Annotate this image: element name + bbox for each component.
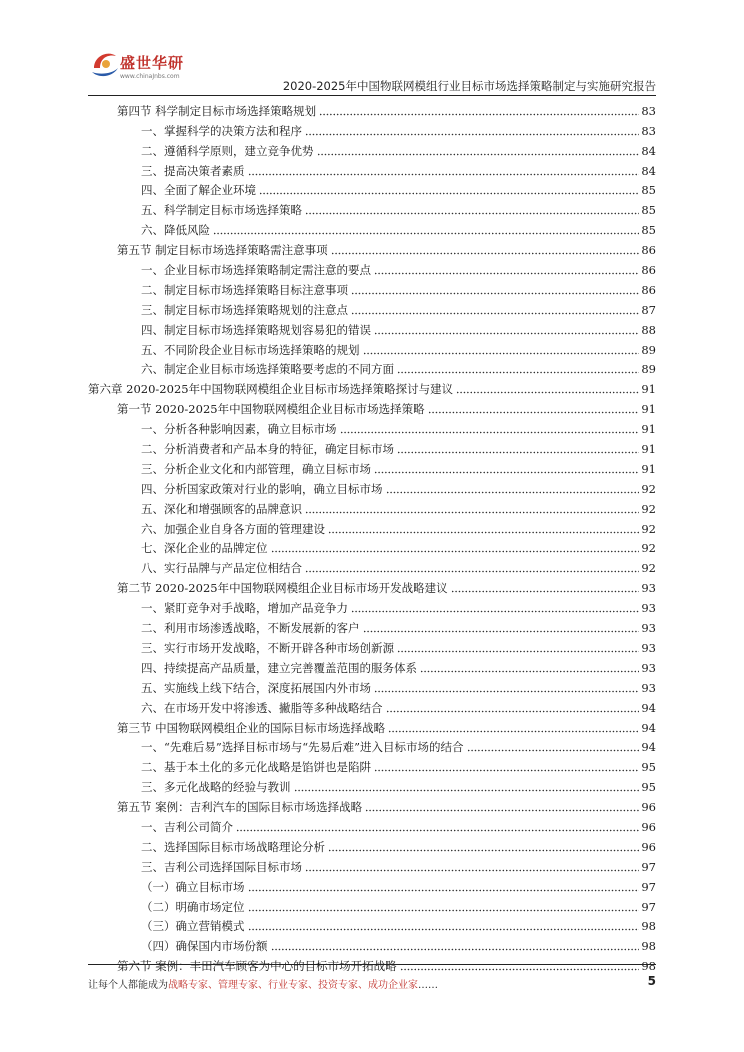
toc-entry[interactable]: [88, 396, 656, 416]
toc-entry[interactable]: [88, 914, 656, 934]
toc-entry-page: 93: [641, 621, 656, 636]
toc-leader-dots: [374, 327, 639, 335]
toc-entry-page: 95: [641, 780, 656, 795]
toc-entry-label: 六、制定企业目标市场选择策略要考虑的不同方面: [141, 362, 394, 377]
toc-entry-label: 第五节 案例：吉利汽车的国际目标市场选择战略: [117, 800, 363, 815]
toc-entry-label: 一、分析各种影响因素，确立目标市场: [141, 422, 337, 437]
toc-entry-page: 91: [641, 402, 656, 417]
toc-entry-page: 93: [641, 640, 656, 655]
toc-leader-dots: [305, 506, 639, 514]
toc-entry-page: 86: [641, 243, 656, 258]
toc-entry-label: 第六章 2020-2025年中国物联网模组企业目标市场选择策略探讨与建议: [88, 382, 454, 397]
toc-entry-page: 84: [641, 163, 656, 178]
toc-entry-page: 97: [641, 899, 656, 914]
toc-entry-page: 83: [641, 123, 656, 138]
toc-entry-label: （三）确立营销模式: [141, 919, 245, 934]
page-number: 5: [647, 974, 656, 988]
toc-entry[interactable]: [88, 575, 656, 595]
toc-leader-dots: [236, 824, 639, 832]
toc-entry-label: 第一节 2020-2025年中国物联网模组企业目标市场选择策略: [117, 402, 425, 417]
page-header: [0, 0, 744, 100]
toc-leader-dots: [351, 287, 639, 295]
toc-entry-label: 四、持续提高产品质量，建立完善覆盖范围的服务体系: [141, 660, 417, 675]
header-divider: [88, 95, 656, 96]
toc-leader-dots: [363, 625, 640, 633]
toc-entry-page: 96: [641, 839, 656, 854]
toc-leader-dots: [259, 187, 639, 195]
toc-entry[interactable]: [88, 257, 656, 277]
toc-leader-dots: [271, 545, 640, 553]
toc-entry-page: 91: [641, 422, 656, 437]
toc-entry-page: 92: [641, 561, 656, 576]
toc-entry[interactable]: [88, 695, 656, 715]
toc-entry-label: 三、分析企业文化和内部管理，确立目标市场: [141, 461, 371, 476]
toc-entry-page: 85: [641, 223, 656, 238]
toc-leader-dots: [388, 725, 639, 733]
toc-entry-label: 三、实行市场开发战略，不断开辟各种市场创新源: [141, 640, 394, 655]
toc-entry-label: 三、多元化战略的经验与教训: [141, 780, 291, 795]
logo-emblem-icon: [88, 46, 122, 80]
toc-entry[interactable]: [88, 436, 656, 456]
toc-entry[interactable]: [88, 98, 656, 118]
toc-entry[interactable]: [88, 536, 656, 556]
footer-divider: [88, 964, 656, 965]
toc-leader-dots: [317, 148, 640, 156]
footer-slogan: [88, 976, 438, 991]
toc-entry-label: 四、分析国家政策对行业的影响，确立目标市场: [141, 481, 383, 496]
toc-leader-dots: [328, 844, 639, 852]
toc-leader-dots: [428, 406, 640, 414]
toc-leader-dots: [305, 864, 639, 872]
toc-entry-label: 一、掌握科学的决策方法和程序: [141, 123, 302, 138]
toc-leader-dots: [248, 168, 640, 176]
toc-leader-dots: [319, 108, 639, 116]
toc-entry-label: （一）确立目标市场: [141, 879, 245, 894]
toc-entry[interactable]: [88, 357, 656, 377]
toc-entry-page: 86: [641, 263, 656, 278]
toc-entry-page: 94: [641, 720, 656, 735]
toc-entry-label: 四、全面了解企业环境: [141, 183, 256, 198]
toc-entry[interactable]: [88, 217, 656, 237]
toc-leader-dots: [213, 227, 639, 235]
toc-entry-page: 93: [641, 680, 656, 695]
toc-entry-page: 89: [641, 342, 656, 357]
report-title: 2020-2025年中国物联网模组行业目标市场选择策略制定与实施研究报告: [282, 79, 656, 93]
toc-entry-page: 92: [641, 541, 656, 556]
toc-entry[interactable]: [88, 277, 656, 297]
toc-leader-dots: [305, 565, 639, 573]
toc-leader-dots: [374, 267, 639, 275]
toc-entry-page: 97: [641, 879, 656, 894]
toc-entry-label: 三、制定目标市场选择策略规划的注意点: [141, 302, 348, 317]
toc-entry[interactable]: [88, 476, 656, 496]
toc-entry-page: 85: [641, 183, 656, 198]
toc-entry[interactable]: [88, 297, 656, 317]
toc-entry-page: 98: [641, 919, 656, 934]
toc-entry[interactable]: [88, 118, 656, 138]
toc-entry-page: 86: [641, 282, 656, 297]
toc-leader-dots: [351, 307, 639, 315]
toc-entry-label: 六、在市场开发中将渗透、撇脂等多种战略结合: [141, 700, 383, 715]
toc-entry-page: 93: [641, 581, 656, 596]
toc-leader-dots: [420, 665, 639, 673]
toc-entry-page: 91: [641, 442, 656, 457]
toc-entry[interactable]: [88, 496, 656, 516]
toc-leader-dots: [374, 764, 639, 772]
toc-entry-label: 五、实施线上线下结合，深度拓展国内外市场: [141, 680, 371, 695]
toc-entry-label: 六、降低风险: [141, 223, 210, 238]
logo-text: 盛世华研: [120, 54, 185, 72]
toc-leader-dots: [248, 884, 640, 892]
toc-entry-label: 第四节 科学制定目标市场选择策略规划: [117, 103, 317, 118]
toc-entry-page: 88: [641, 322, 656, 337]
toc-entry[interactable]: [88, 516, 656, 536]
toc-entry-label: 一、“先难后易”选择目标市场与“先易后难”进入目标市场的结合: [141, 740, 464, 755]
toc-entry-label: 一、紧盯竞争对手战略，增加产品竞争力: [141, 601, 348, 616]
toc-entry-label: 三、吉利公司选择国际目标市场: [141, 859, 302, 874]
toc-entry[interactable]: [88, 337, 656, 357]
toc-entry-page: 89: [641, 362, 656, 377]
toc-leader-dots: [248, 904, 640, 912]
toc-leader-dots: [467, 744, 640, 752]
toc-entry[interactable]: [88, 834, 656, 854]
toc-entry[interactable]: [88, 178, 656, 198]
toc-leader-dots: [374, 466, 639, 474]
toc-leader-dots: [397, 645, 639, 653]
toc-entry-label: 五、科学制定目标市场选择策略: [141, 203, 302, 218]
toc-entry-page: 94: [641, 700, 656, 715]
toc-leader-dots: [340, 426, 640, 434]
toc-entry-page: 91: [641, 382, 656, 397]
toc-entry-page: 91: [641, 461, 656, 476]
toc-leader-dots: [305, 128, 639, 136]
toc-leader-dots: [365, 804, 639, 812]
toc-entry[interactable]: [88, 158, 656, 178]
toc-entry[interactable]: [88, 655, 656, 675]
toc-entry-label: 二、遵循科学原则，建立竞争优势: [141, 143, 314, 158]
toc-entry-page: 87: [641, 302, 656, 317]
toc-leader-dots: [331, 247, 640, 255]
toc-entry[interactable]: [88, 416, 656, 436]
toc-entry-label: 一、企业目标市场选择策略制定需注意的要点: [141, 263, 371, 278]
toc-entry[interactable]: [88, 237, 656, 257]
toc-entry[interactable]: [88, 854, 656, 874]
toc-leader-dots: [351, 605, 639, 613]
slogan-prefix: 让每个人都能成为: [88, 980, 168, 991]
toc-entry[interactable]: [88, 735, 656, 755]
toc-leader-dots: [397, 366, 639, 374]
toc-entry-label: 第二节 2020-2025年中国物联网模组企业目标市场开发战略建议: [117, 581, 448, 596]
toc-entry[interactable]: [88, 456, 656, 476]
toc-entry-label: 二、选择国际目标市场战略理论分析: [141, 839, 325, 854]
toc-entry-page: 98: [641, 939, 656, 954]
toc-entry[interactable]: [88, 615, 656, 635]
toc-entry-label: （四）确保国内市场份额: [141, 939, 268, 954]
toc-entry-page: 92: [641, 501, 656, 516]
toc-leader-dots: [386, 705, 640, 713]
toc-entry[interactable]: [88, 675, 656, 695]
toc-entry-page: 95: [641, 760, 656, 775]
toc-entry-page: 93: [641, 601, 656, 616]
toc-entry[interactable]: [88, 317, 656, 337]
toc-entry-page: 96: [641, 819, 656, 834]
toc-entry-label: 八、实行品牌与产品定位相结合: [141, 561, 302, 576]
toc-entry-label: 五、深化和增强顾客的品牌意识: [141, 501, 302, 516]
toc-entry-page: 93: [641, 660, 656, 675]
toc-entry-page: 97: [641, 859, 656, 874]
toc-entry-label: 二、分析消费者和产品本身的特征，确定目标市场: [141, 442, 394, 457]
toc-leader-dots: [397, 446, 639, 454]
toc-entry-label: 一、吉利公司简介: [141, 819, 233, 834]
toc-entry-label: 二、制定目标市场选择策略目标注意事项: [141, 282, 348, 297]
toc-leader-dots: [363, 347, 640, 355]
toc-entry-label: 第五节 制定目标市场选择策略需注意事项: [117, 243, 328, 258]
toc-entry-label: 四、制定目标市场选择策略规划容易犯的错误: [141, 322, 371, 337]
toc-entry[interactable]: [88, 814, 656, 834]
toc-leader-dots: [456, 386, 639, 394]
toc-entry[interactable]: [88, 894, 656, 914]
toc-leader-dots: [248, 923, 640, 931]
toc-entry-label: 七、深化企业的品牌定位: [141, 541, 268, 556]
logo-url: www.chinaJnbs.com: [120, 73, 180, 80]
toc-entry[interactable]: [88, 774, 656, 794]
table-of-contents: [88, 98, 656, 973]
toc-entry[interactable]: [88, 376, 656, 396]
toc-entry-label: （二）明确市场定位: [141, 899, 245, 914]
toc-leader-dots: [451, 585, 640, 593]
toc-entry-page: 98: [641, 959, 656, 974]
toc-entry-page: 92: [641, 481, 656, 496]
toc-entry[interactable]: [88, 555, 656, 575]
toc-entry-label: 三、提高决策者素质: [141, 163, 245, 178]
toc-entry-page: 96: [641, 800, 656, 815]
toc-entry[interactable]: [88, 794, 656, 814]
toc-entry-label: 五、不同阶段企业目标市场选择策略的规划: [141, 342, 360, 357]
toc-entry-label: 二、基于本土化的多元化战略是馅饼也是陷阱: [141, 760, 371, 775]
toc-entry-page: 92: [641, 521, 656, 536]
toc-entry-label: 二、利用市场渗透战略，不断发展新的客户: [141, 621, 360, 636]
toc-entry-page: 84: [641, 143, 656, 158]
slogan-suffix: ……: [418, 980, 438, 991]
toc-entry-page: 85: [641, 203, 656, 218]
toc-entry-label: 第三节 中国物联网模组企业的国际目标市场选择战略: [117, 720, 386, 735]
toc-leader-dots: [294, 784, 640, 792]
toc-leader-dots: [386, 486, 640, 494]
toc-entry[interactable]: [88, 754, 656, 774]
toc-entry-label: 第六节 案例：丰田汽车顾客为中心的目标市场开拓战略: [117, 959, 397, 974]
toc-entry[interactable]: [88, 595, 656, 615]
toc-entry[interactable]: [88, 635, 656, 655]
toc-entry[interactable]: [88, 138, 656, 158]
toc-leader-dots: [374, 685, 639, 693]
company-logo: [88, 46, 198, 92]
toc-entry-page: 83: [641, 103, 656, 118]
toc-leader-dots: [305, 207, 639, 215]
toc-entry[interactable]: [88, 715, 656, 735]
toc-leader-dots: [328, 526, 639, 534]
slogan-highlight: 战略专家、管理专家、行业专家、投资专家、成功企业家: [168, 980, 418, 991]
toc-entry-page: 94: [641, 740, 656, 755]
toc-entry[interactable]: [88, 933, 656, 953]
toc-entry[interactable]: [88, 874, 656, 894]
toc-entry-label: 六、加强企业自身各方面的管理建设: [141, 521, 325, 536]
toc-leader-dots: [271, 943, 640, 951]
toc-entry[interactable]: [88, 197, 656, 217]
